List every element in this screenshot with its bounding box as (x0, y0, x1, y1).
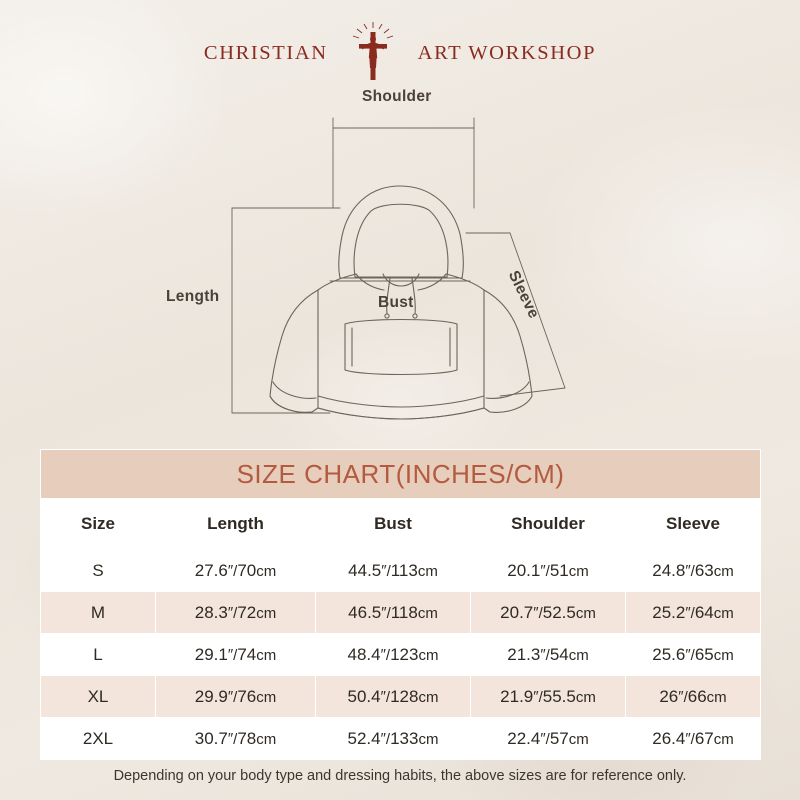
column-header-bust: Bust (316, 499, 471, 550)
cell-shoulder: 22.4″/57cm (471, 718, 626, 760)
table-row (41, 550, 761, 592)
cell-bust: 52.4″/133cm (316, 718, 471, 760)
cell-shoulder: 20.1″/51cm (471, 550, 626, 592)
label-sleeve: Sleeve (504, 268, 543, 322)
table-header-row (41, 499, 761, 550)
crucifix-icon (342, 22, 404, 84)
size-chart-table (40, 449, 761, 760)
cell-shoulder: 20.7″/52.5cm (471, 592, 626, 634)
cell-length: 27.6″/70cm (156, 550, 316, 592)
cell-sleeve: 26″/66cm (626, 676, 761, 718)
column-header-length: Length (156, 499, 316, 550)
cell-bust: 46.5″/118cm (316, 592, 471, 634)
cell-size: S (41, 550, 156, 592)
cell-sleeve: 26.4″/67cm (626, 718, 761, 760)
label-length: Length (166, 288, 220, 305)
cell-length: 30.7″/78cm (156, 718, 316, 760)
column-header-size: Size (41, 499, 156, 550)
cell-size: 2XL (41, 718, 156, 760)
size-chart (40, 449, 760, 760)
cell-size: M (41, 592, 156, 634)
table-row (41, 592, 761, 634)
cell-size: L (41, 634, 156, 676)
cell-size: XL (41, 676, 156, 718)
size-chart-title: SIZE CHART (236, 458, 396, 489)
footnote: Depending on your body type and dressing habits, the above sizes are for reference only. (113, 768, 687, 784)
cell-length: 29.1″/74cm (156, 634, 316, 676)
cell-bust: 48.4″/123cm (316, 634, 471, 676)
size-chart-units: (INCHES/CM) (395, 458, 565, 489)
size-chart-title-row (41, 450, 761, 499)
cell-bust: 50.4″/128cm (316, 676, 471, 718)
cell-sleeve: 25.6″/65cm (626, 634, 761, 676)
column-header-sleeve: Sleeve (626, 499, 761, 550)
size-chart-title-cell (41, 450, 761, 499)
cell-length: 28.3″/72cm (156, 592, 316, 634)
label-shoulder: Shoulder (362, 88, 432, 105)
cell-bust: 44.5″/113cm (316, 550, 471, 592)
table-row (41, 718, 761, 760)
cell-length: 29.9″/76cm (156, 676, 316, 718)
cell-shoulder: 21.3″/54cm (471, 634, 626, 676)
brand-name-right-text: ART WORKSHOP (417, 41, 597, 64)
label-bust: Bust (378, 294, 414, 311)
garment-illustration (0, 78, 800, 448)
table-row (41, 634, 761, 676)
table-row (41, 676, 761, 718)
cell-sleeve: 25.2″/64cm (626, 592, 761, 634)
cell-sleeve: 24.8″/63cm (626, 550, 761, 592)
column-header-shoulder: Shoulder (471, 499, 626, 550)
brand-name-right (418, 42, 596, 65)
cell-shoulder: 21.9″/55.5cm (471, 676, 626, 718)
brand-name-left: CHRISTIAN (203, 41, 328, 64)
